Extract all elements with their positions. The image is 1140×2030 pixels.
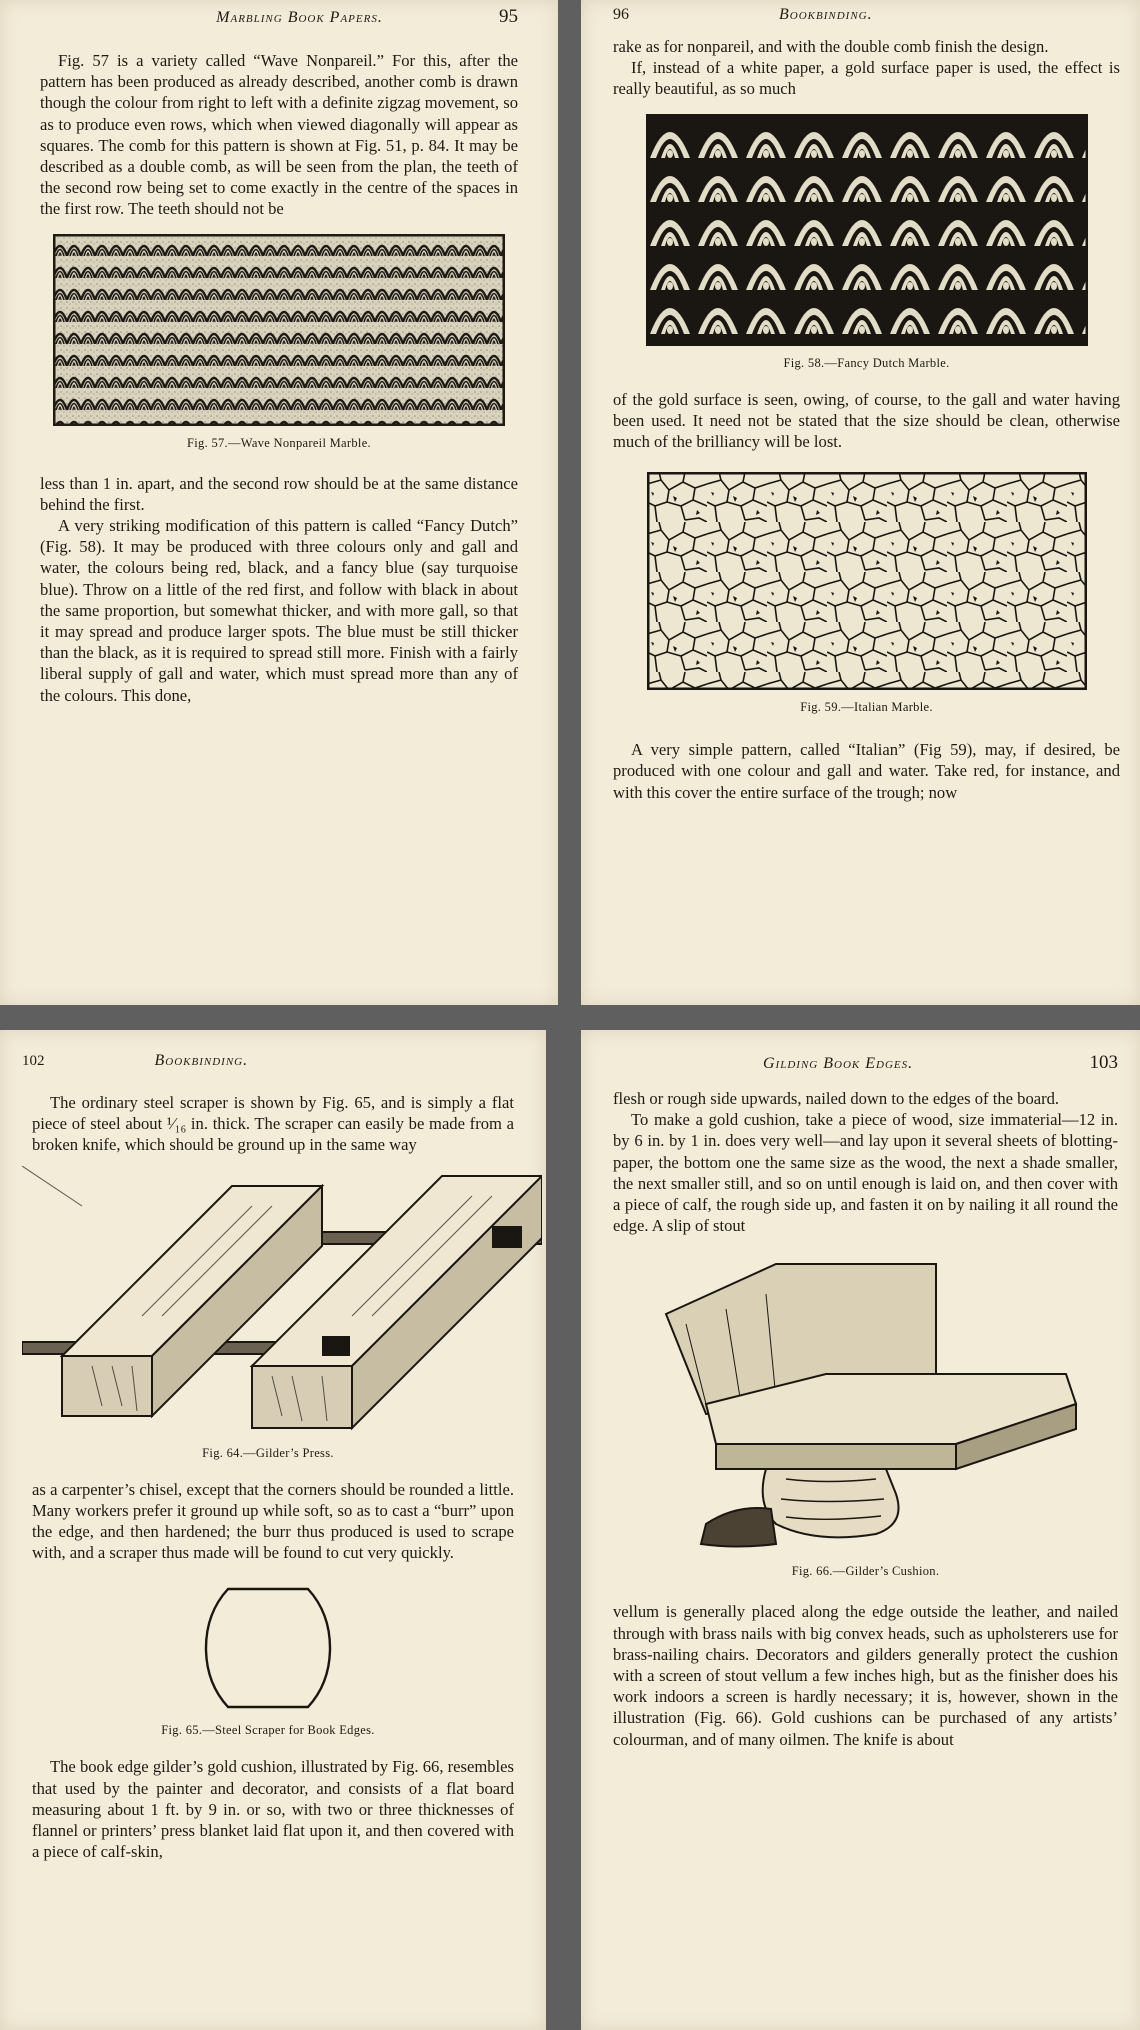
figure-caption: Fig. 58.—Fancy Dutch Marble. (783, 355, 950, 370)
figure-59 (613, 472, 1120, 715)
paragraph: less than 1 in. apart, and the second row should be at the same distance behind the first. (40, 473, 518, 514)
running-head-title: Gilding Book Edges. (763, 1055, 914, 1072)
running-head (613, 1052, 1118, 1074)
running-head (22, 1052, 514, 1070)
figure-57 (40, 234, 518, 451)
figure-64 (22, 1166, 514, 1461)
figure-caption: Fig. 65.—Steel Scraper for Book Edges. (161, 1723, 375, 1738)
gilders-cushion-illustration (646, 1254, 1086, 1554)
paragraph: The ordinary steel scraper is shown by Fig. 65, and is simply a flat piece of steel about ¹⁄₁₆ in. thick. The scraper can easily be made from a broken knife, which should be ground up in the same way (32, 1093, 514, 1155)
page-96 (581, 0, 1140, 1005)
paragraph: as a carpenter’s chisel, except that the corners should be rounded a little. Many workers prefer it ground up while soft, so as to cast a “burr” upon the edge, and then hardened; the burr thus produced is used to scrape with, and a scraper thus made will be found to cut very quickly. (32, 1479, 514, 1563)
paragraph: If, instead of a white paper, a gold surface paper is used, the effect is really beautiful, as so much (613, 58, 1120, 99)
running-head-title: Marbling Book Papers. (216, 9, 383, 26)
paragraph: of the gold surface is seen, owing, of course, to the gall and water having been used. It need not be stated that the size should be clean, otherwise much of the brilliancy will be lost. (613, 389, 1120, 452)
steel-scraper-illustration (198, 1583, 338, 1713)
page-number: 95 (498, 6, 518, 27)
wave-nonpareil-marble-illustration (53, 234, 505, 426)
paragraph: Fig. 57 is a variety called “Wave Nonpareil.” For this, after the pattern has been produced as already described, another comb is drawn though the colour from right to left with a definite zigzag movement, so as to produce even rows, which when viewed diagonally will appear as squares. The comb for this pattern is shown at Fig. 51, p. 84. It may be described as a double comb, as will be seen from the plan, the teeth of the second row being set to come exactly in the centre of the spaces in the first row. The teeth should not be (40, 51, 518, 219)
gilders-press-illustration (22, 1166, 542, 1436)
fancy-dutch-marble-illustration (646, 114, 1088, 346)
running-head-title: Bookbinding. (779, 6, 873, 23)
running-head (613, 6, 1120, 24)
page-number: 103 (1089, 1052, 1118, 1073)
page-102 (0, 1030, 546, 2030)
page-95 (0, 0, 558, 1005)
page-number: 102 (22, 1053, 45, 1069)
paragraph: vellum is generally placed along the edge outside the leather, and nailed through with brass nails with big convex heads, such as upholsterers use for brass-nailing chairs. Decorators and gilders generally protect the cushion with a screen of stout vellum a few inches high, but as the finisher does his work indoors a screen is hardly necessary; it is, however, shown in the illustration (Fig. 66). Gold cushions can be purchased of any artists’ colourman, and of many oilmen. The knife is about (613, 1602, 1118, 1749)
paragraph: rake as for nonpareil, and with the double comb finish the design. (613, 37, 1049, 56)
figure-65 (22, 1583, 514, 1738)
paragraph: To make a gold cushion, take a piece of wood, size immaterial—12 in. by 6 in. by 1 in. does very well—and lay upon it several sheets of blotting-paper, the bottom one the same size as the wood, the next a shade smaller, the next smaller still, and so on until enough is laid on, and then cover with a piece of calf, the rough side up, and fasten it on by nailing it all round the edge. A slip of stout (613, 1110, 1118, 1236)
figure-66 (613, 1254, 1118, 1579)
figure-caption: Fig. 66.—Gilder’s Cushion. (791, 1564, 940, 1579)
paragraph: The book edge gilder’s gold cushion, illustrated by Fig. 66, resembles that used by the painter and decorator, and consists of a flat board measuring about 1 ft. by 9 in. or so, with two or three thicknesses of flannel or printers’ press blanket laid flat upon it, and then covered with a piece of calf-skin, (32, 1757, 514, 1862)
running-head (40, 6, 518, 28)
paragraph: A very simple pattern, called “Italian” (Fig 59), may, if desired, be produced with one colour and gall and water. Take red, for instance, and with this cover the entire surface of the trough; now (613, 740, 1120, 802)
figure-caption: Fig. 57.—Wave Nonpareil Marble. (187, 435, 371, 450)
paragraph: flesh or rough side upwards, nailed down to the edges of the board. (613, 1089, 1060, 1108)
figure-caption: Fig. 59.—Italian Marble. (800, 700, 933, 715)
paragraph: A very striking modification of this pattern is called “Fancy Dutch” (Fig. 58). It may be produced with three colours only and gall and water, the colours being red, black, and a fancy blue (say turquoise blue). Throw on a little of the red first, and follow with black in about the same proportion, but somewhat thicker, and with more gall, so that it may spread and produce larger spots. The blue must be still thicker than the black, as it is required to spread still more. Finish with a fairly liberal supply of gall and water, which must spread more than any of the colours. This done, (40, 516, 518, 705)
figure-58 (613, 114, 1120, 371)
figure-caption: Fig. 64.—Gilder’s Press. (202, 1445, 334, 1460)
page-103 (581, 1030, 1140, 2030)
italian-marble-illustration (647, 472, 1087, 690)
running-head-title: Bookbinding. (154, 1052, 249, 1069)
page-number: 96 (613, 6, 629, 23)
